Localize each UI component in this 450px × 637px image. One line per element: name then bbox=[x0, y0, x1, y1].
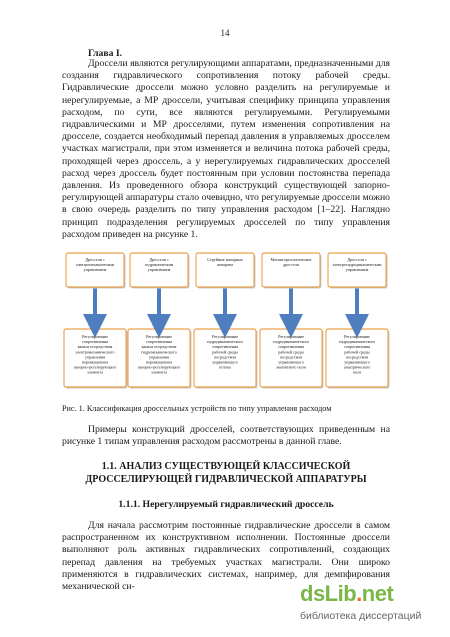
section-heading-line-1: 1.1. АНАЛИЗ СУЩЕСТВУЮЩЕЙ КЛАССИЧЕСКОЙ bbox=[101, 461, 351, 472]
watermark-logo bbox=[300, 582, 421, 606]
diagram-svg bbox=[62, 247, 390, 392]
watermark-subtitle: библиотека диссертаций bbox=[300, 610, 422, 622]
watermark-logo-main: dsLib bbox=[300, 581, 357, 606]
watermark-logo-tld: net bbox=[361, 581, 394, 606]
bottom-box-label-1: Регулирование сопротивления канала посредством электромеханического управления перемещением запорно-регулирующего элемента bbox=[73, 334, 117, 375]
dslib-watermark bbox=[300, 582, 421, 622]
top-box-label-1: Дроссели с электромеханическим управлением bbox=[75, 257, 115, 273]
page-number: 14 bbox=[220, 28, 230, 38]
top-box-label-4: Магнитореологические дроссели bbox=[270, 257, 312, 268]
top-box-label-5: Дроссели с электрогидродинамическим управлением bbox=[332, 257, 382, 273]
classification-diagram bbox=[62, 247, 390, 392]
bottom-box-label-2: Регулирование сопротивления канала посредством гидромеханического управления перемещением запорно-регулирующего элемента bbox=[137, 334, 181, 375]
intro-text bbox=[62, 58, 390, 241]
section-heading bbox=[62, 460, 390, 486]
subsection-heading: 1.1.1. Нерегулируемый гидравлический дроссель bbox=[118, 499, 334, 510]
watermark-logo-dot: . bbox=[356, 581, 362, 606]
bottom-box-label-4: Регулирование гидродинамического сопротивления рабочей среды посредством управляющего магнитного поля bbox=[272, 334, 310, 370]
section-heading-line-2: ДРОССЕЛИРУЮЩЕЙ ГИДРАВЛИЧЕСКОЙ АППАРАТУРЫ bbox=[85, 474, 367, 485]
chapter-title: Глава I. bbox=[88, 48, 123, 59]
top-box-label-3: Струйные напорные аппараты bbox=[207, 257, 243, 268]
top-box-label-2: Дроссели с гидравлическим управлением bbox=[144, 257, 174, 273]
examples-paragraph: Примеры конструкций дросселей, соответствующих приведенным на рисунке 1 типам управления расходом рассмотрены в данной главе. bbox=[62, 424, 390, 448]
final-paragraph: Для начала рассмотрим постоянные гидравлические дроссели в самом распространенном их конструктивном исполнении. Постоянные дроссели выполняют роль активных гидравлических сопротивлений, создающих перепад давления на требуемых участках магистрали. Они широко применяются в гидравлических системах, например, для демпфирования механической си- bbox=[62, 520, 390, 593]
intro-paragraph: Дроссели являются регулирующими аппаратами, предназначенными для создания гидравлического сопротивления потоку рабочей среды. Гидравлические дроссели можно условно разделить на регулируемые и нерегулируемые, а МР дроссели, учитывая специфику принципа управления расходом, по сути, все являются регулируемыми. Регулируемыми гидравлическими и МР дросселями, путем изменения сопротивления на дросселе, создается необходимый перепад давления в управляемых дросселем участках магистрали, при этом изменяется и величина потока рабочей среды, проходящей через дроссель, а у нерегулируемых гидравлических дросселей расход через дроссель будет постоянным при условии постоянства перепада давления. Из проведенного обзора конструкций существующей запорно-регулирующей аппаратуры стало очевидно, что регулируемые дроссели можно в свою очередь разделить по типу управления расходом [1–22]. Наглядно принцип подразделения регулируемых дросселей по типу управления расходом приведен на рисунке 1. bbox=[62, 58, 390, 240]
bottom-box-label-5: Регулирование гидродинамического сопротивления рабочей среды посредством управляющего электрического поля bbox=[338, 334, 376, 375]
bottom-box-label-3: Регулирование гидродинамического сопротивления рабочей среды посредством управляющего потока bbox=[206, 334, 244, 370]
figure-caption: Рис. 1. Классификация дроссельных устройств по типу управления расходом bbox=[62, 404, 332, 413]
examples-text bbox=[62, 424, 390, 448]
